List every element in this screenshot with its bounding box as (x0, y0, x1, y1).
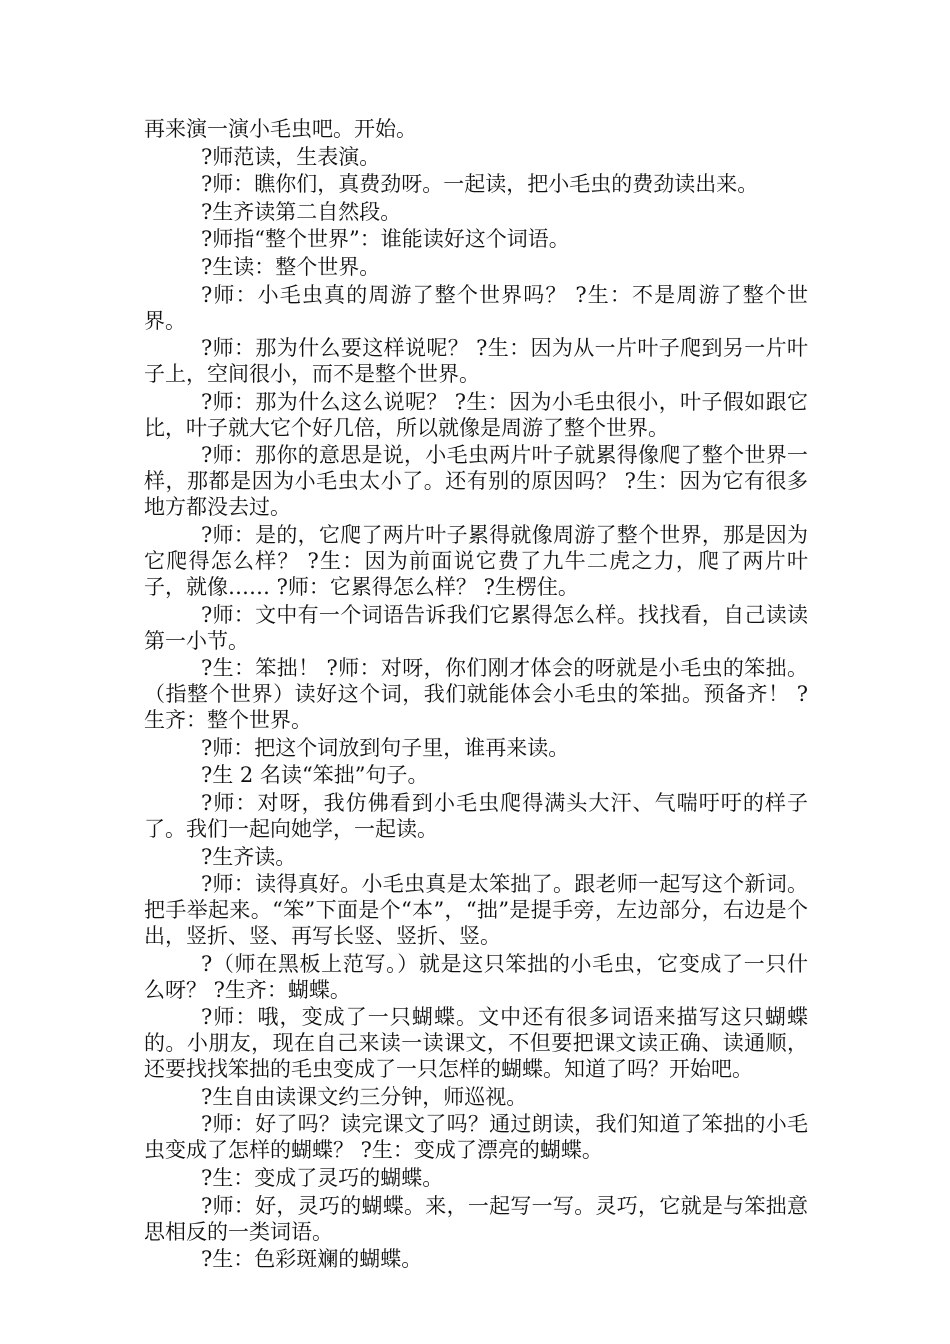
paragraph: ?生读：整个世界。 (201, 254, 381, 279)
paragraph: ?师：文中有一个词语告诉我们它累得怎么样。找找看，自己读读第一小节。 (144, 602, 808, 653)
paragraph: ?生：色彩斑斓的蝴蝶。 (201, 1247, 423, 1272)
paragraph: ?师指“整个世界”：谁能读好这个词语。 (201, 227, 570, 252)
paragraph: ?师：好了吗？读完课文了吗？通过朗读，我们知道了笨拙的小毛虫变成了怎样的蝴蝶？ ?生：变成了漂亮的蝴蝶。 (144, 1112, 808, 1163)
paragraph: ?师：把这个词放到句子里，谁再来读。 (201, 735, 570, 760)
paragraph: ?师：那你的意思是说，小毛虫两片叶子就累得像爬了整个世界一样，那都是因为小毛虫太小了。还有别的原因吗？ ?生：因为它有很多地方都没去过。 (144, 443, 808, 520)
paragraph: ?师：哦，变成了一只蝴蝶。文中还有很多词语来描写这只蝴蝶的。小朋友，现在自己来读一读课文，不但要把课文读正确、读通顺，还要找找笨拙的毛虫变成了一只怎样的蝴蝶。知道了吗？开始吧。 (144, 1005, 808, 1082)
paragraph: ?师：那为什么要这样说呢？ ?生：因为从一片叶子爬到另一片叶子上，空间很小，而不是整个世界。 (144, 336, 808, 387)
paragraph: ?生齐读第二自然段。 (201, 199, 402, 224)
paragraph: ?师：是的，它爬了两片叶子累得就像周游了整个世界，那是因为它爬得怎么样？ ?生：因为前面说它费了九牛二虎之力，爬了两片叶子，就像…… ?师：它累得怎么样？ ?生楞住。 (144, 522, 808, 599)
document-body (144, 116, 808, 1274)
paragraph: ?生 2 名读“笨拙”句子。 (201, 763, 429, 788)
paragraph: ?生：变成了灵巧的蝴蝶。 (201, 1166, 444, 1191)
paragraph: ?师：读得真好。小毛虫真是太笨拙了。跟老师一起写这个新词。把手举起来。“笨”下面是个“本”，“拙”是提手旁，左边部分，右边是个出，竖折、竖、再写长竖、竖折、竖。 (144, 872, 808, 949)
paragraph: ?师：对呀，我仿佛看到小毛虫爬得满头大汗、气喘吁吁的样子了。我们一起向她学，一起读。 (144, 790, 808, 841)
paragraph: ?生：笨拙！ ?师：对呀，你们刚才体会的呀就是小毛虫的笨拙。（指整个世界）读好这个词，我们就能体会小毛虫的笨拙。预备齐！ ?生齐：整个世界。 (144, 656, 808, 733)
paragraph: ?师：好，灵巧的蝴蝶。来，一起写一写。灵巧，它就是与笨拙意思相反的一类词语。 (144, 1193, 808, 1244)
paragraph: ?师：瞧你们，真费劲呀。一起读，把小毛虫的费劲读出来。 (201, 172, 759, 197)
paragraph: 再来演一演小毛虫吧。开始。 (144, 117, 417, 141)
paragraph: ?师范读，生表演。 (201, 144, 381, 169)
paragraph: ?生自由读课文约三分钟，师巡视。 (201, 1084, 528, 1109)
paragraph: ?师：小毛虫真的周游了整个世界吗？ ?生：不是周游了整个世界。 (144, 282, 808, 333)
paragraph: ?生齐读。 (201, 844, 297, 869)
paragraph: ?师：那为什么这么说呢？ ?生：因为小毛虫很小，叶子假如跟它比，叶子就大它个好几倍，所以就像是周游了整个世界。 (144, 389, 808, 440)
paragraph: ?（师在黑板上范写。）就是这只笨拙的小毛虫，它变成了一只什么呀？ ?生齐：蝴蝶。 (144, 951, 808, 1002)
